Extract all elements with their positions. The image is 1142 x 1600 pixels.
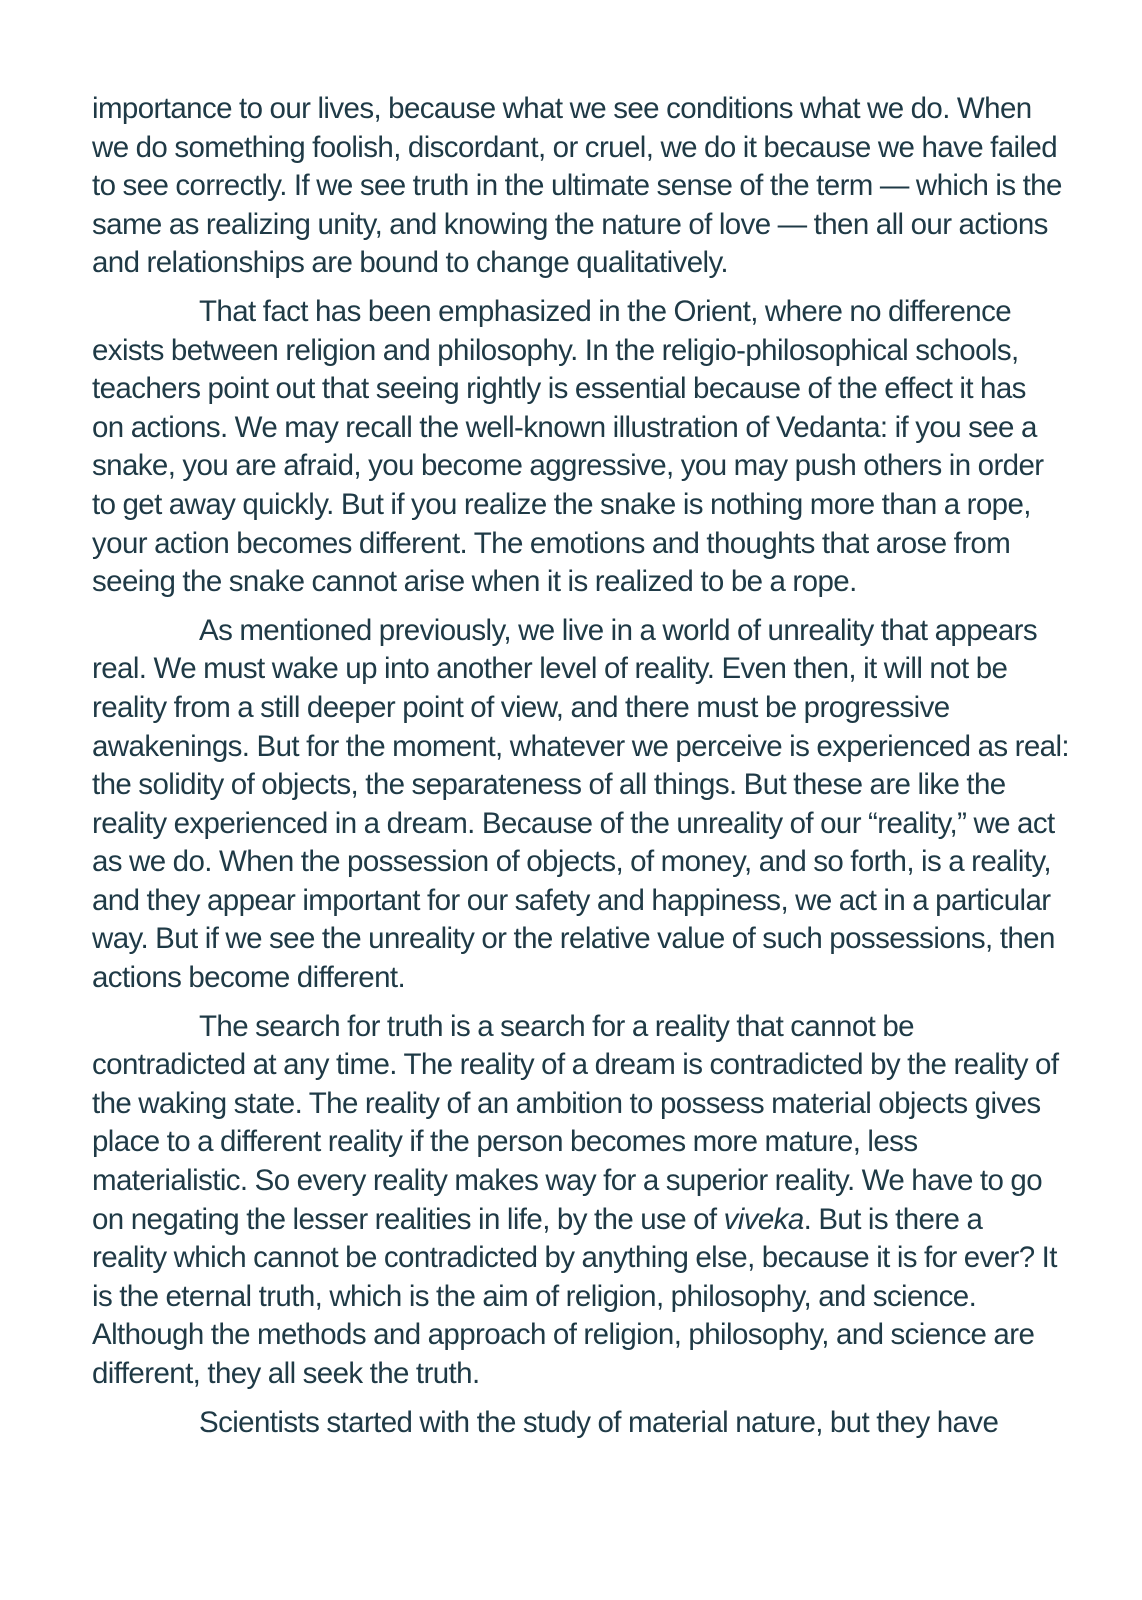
paragraph-4 xyxy=(92,1008,1059,1394)
text-line: seeing the snake cannot arise when it is realized to be a rope. xyxy=(92,565,857,599)
text-line: same as realizing unity, and knowing the nature of love — then all our actions xyxy=(92,207,1048,241)
text-line: the waking state. The reality of an ambition to possess material objects gives xyxy=(92,1086,1041,1120)
document-page xyxy=(92,90,1070,1452)
text-line: is the eternal truth, which is the aim of religion, philosophy, and science. xyxy=(92,1279,977,1313)
text-line: reality which cannot be contradicted by anything else, because it is for ever? It xyxy=(92,1241,1057,1275)
text-line: different, they all seek the truth. xyxy=(92,1357,480,1390)
text-line: real. We must wake up into another level of reality. Even then, it will not be xyxy=(92,652,1008,686)
text-line: That fact has been emphasized in the Orient, where no difference xyxy=(199,294,1012,328)
text-line: as we do. When the possession of objects, of money, and so forth, is a reality, xyxy=(92,845,1052,879)
text-line: actions become different. xyxy=(92,961,406,995)
text-line: reality experienced in a dream. Because of the unreality of our “reality,” we act xyxy=(92,806,1055,840)
text-line: reality from a still deeper point of view, and there must be progressive xyxy=(92,690,950,724)
text-line: materialistic. So every reality makes way for a superior reality. We have to go xyxy=(92,1164,1043,1198)
text-line: on actions. We may recall the well-known illustration of Vedanta: if you see a xyxy=(92,410,1037,444)
text-segment: on negating the lesser realities in life, by the use of xyxy=(92,1202,724,1236)
text-line: exists between religion and philosophy. In the religio-philosophical schools, xyxy=(92,333,1019,367)
text-line: to see correctly. If we see truth in the ultimate sense of the term — which is the xyxy=(92,169,1062,203)
paragraph-3 xyxy=(92,612,1070,998)
text-line: your action becomes different. The emotions and thoughts that arose from xyxy=(92,526,1011,560)
text-line: and relationships are bound to change qualitatively. xyxy=(92,246,729,280)
paragraph-2 xyxy=(92,293,1052,602)
text-line: snake, you are afraid, you become aggressive, you may push others in order xyxy=(92,449,1044,483)
paragraph-5 xyxy=(92,1404,1052,1443)
text-line: Although the methods and approach of religion, philosophy, and science are xyxy=(92,1318,1035,1352)
text-line: contradicted at any time. The reality of a dream is contradicted by the reality of xyxy=(92,1048,1059,1082)
paragraph-1 xyxy=(92,90,1062,283)
text-line: to get away quickly. But if you realize the snake is nothing more than a rope, xyxy=(92,487,1031,521)
text-line: As mentioned previously, we live in a world of unreality that appears xyxy=(199,613,1038,647)
text-segment: . But is there a xyxy=(803,1202,983,1236)
text-line: awakenings. But for the moment, whatever we perceive is experienced as real: xyxy=(92,729,1070,763)
text-line-with-italic xyxy=(92,1201,1052,1240)
text-line: place to a different reality if the person becomes more mature, less xyxy=(92,1125,918,1159)
text-line: way. But if we see the unreality or the relative value of such possessions, then xyxy=(92,922,1055,956)
text-line: the solidity of objects, the separateness of all things. But these are like the xyxy=(92,768,1006,802)
text-line: and they appear important for our safety and happiness, we act in a particular xyxy=(92,883,1051,917)
text-line: importance to our lives, because what we see conditions what we do. When xyxy=(92,92,1032,125)
text-line: The search for truth is a search for a reality that cannot be xyxy=(199,1009,914,1043)
text-line: Scientists started with the study of material nature, but they have xyxy=(199,1405,999,1439)
italic-term: viveka xyxy=(723,1202,804,1236)
text-line: we do something foolish, discordant, or cruel, we do it because we have failed xyxy=(92,130,1058,164)
text-line: teachers point out that seeing rightly is essential because of the effect it has xyxy=(92,372,1026,406)
